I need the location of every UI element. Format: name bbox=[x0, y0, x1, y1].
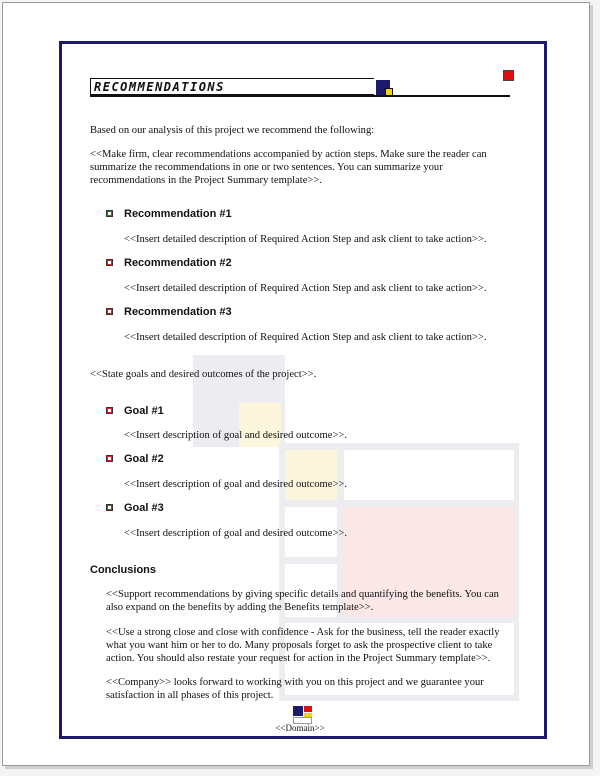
goal-description: <<Insert description of goal and desired outcome>>. bbox=[124, 479, 348, 490]
conclusion-line: <<Use a strong close and close with confidence - Ask for the business, tell the reader exactly bbox=[106, 627, 500, 638]
bullet-icon bbox=[106, 504, 113, 511]
page-title: RECOMMENDATIONS bbox=[94, 80, 225, 94]
recommendation-title: Recommendation #1 bbox=[124, 208, 232, 220]
recommendation-description: <<Insert detailed description of Required Action Step and ask client to take action>>. bbox=[124, 283, 487, 294]
recommendation-description: <<Insert detailed description of Required Action Step and ask client to take action>>. bbox=[124, 234, 487, 245]
recommendation-description: <<Insert detailed description of Required Action Step and ask client to take action>>. bbox=[124, 332, 487, 343]
bullet-icon bbox=[106, 259, 113, 266]
conclusion-line: <<Company>> looks forward to working with you on this project and we guarantee your bbox=[106, 677, 484, 688]
footer-domain: <<Domain>> bbox=[275, 723, 325, 733]
conclusion-line: action. You should also restate your request for action in the Project Summary template>>. bbox=[106, 653, 491, 664]
bullet-icon bbox=[106, 407, 113, 414]
intro-text: Based on our analysis of this project we recommend the following: bbox=[90, 125, 375, 136]
goal-title: Goal #2 bbox=[124, 453, 164, 465]
goal-title: Goal #1 bbox=[124, 405, 164, 417]
header-yellow-square bbox=[385, 88, 393, 96]
bullet-icon bbox=[106, 308, 113, 315]
footer-logo bbox=[293, 706, 313, 724]
recommendation-title: Recommendation #3 bbox=[124, 306, 232, 318]
intro-placeholder-line-1: <<Make firm, clear recommendations accompanied by action steps. Make sure the reader can bbox=[90, 149, 487, 160]
bullet-icon bbox=[106, 455, 113, 462]
intro-placeholder-line-2: summarize the recommendations in one or two sentences. You can summarize your bbox=[90, 162, 443, 173]
conclusion-line: also expand on the benefits by adding the Benefits template>>. bbox=[106, 602, 374, 613]
conclusion-line: <<Support recommendations by giving specific details and quantifying the benefits. You can bbox=[106, 589, 499, 600]
recommendation-title: Recommendation #2 bbox=[124, 257, 232, 269]
header-rule bbox=[90, 95, 510, 97]
intro-placeholder-line-3: recommendations in the Project Summary template>>. bbox=[90, 175, 323, 186]
conclusion-line: what you want him or her to do. Many proposals forget to ask the prospective client to take bbox=[106, 640, 493, 651]
conclusion-line: satisfaction in all phases of this project. bbox=[106, 690, 274, 701]
goals-intro: <<State goals and desired outcomes of the project>>. bbox=[90, 369, 317, 380]
conclusions-heading: Conclusions bbox=[90, 564, 157, 576]
header-red-square bbox=[503, 70, 514, 81]
goal-description: <<Insert description of goal and desired outcome>>. bbox=[124, 430, 348, 441]
goal-description: <<Insert description of goal and desired outcome>>. bbox=[124, 528, 348, 539]
bullet-icon bbox=[106, 210, 113, 217]
goal-title: Goal #3 bbox=[124, 502, 164, 514]
